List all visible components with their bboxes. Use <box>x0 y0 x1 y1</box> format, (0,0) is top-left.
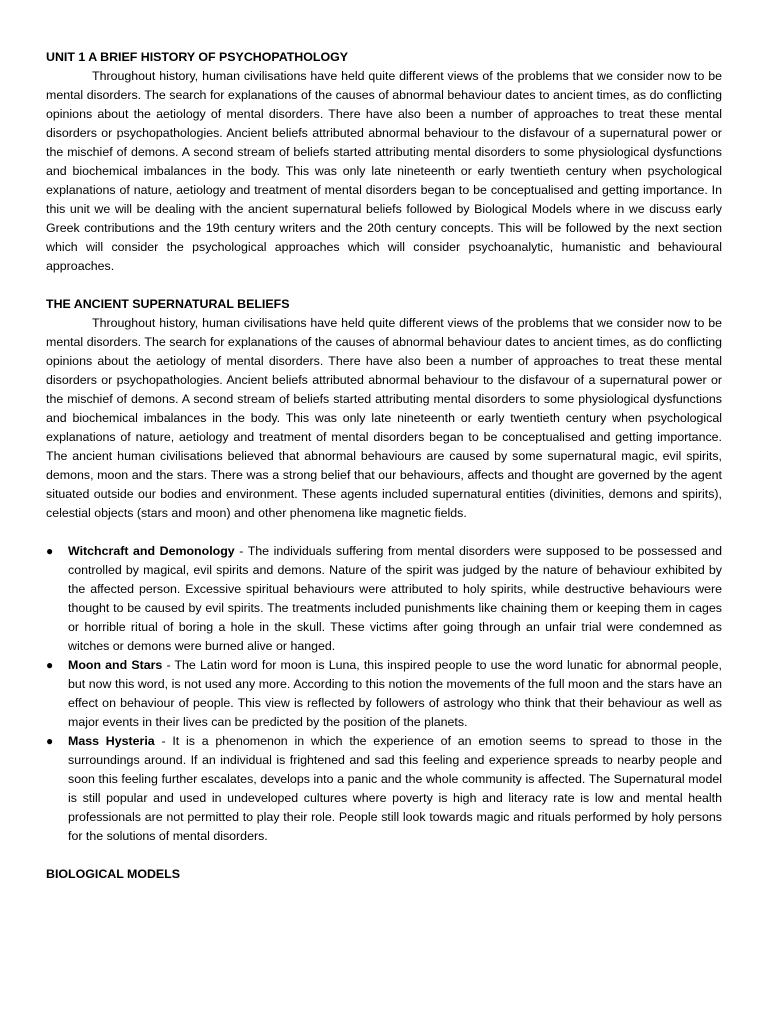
section-heading: THE ANCIENT SUPERNATURAL BELIEFS <box>46 297 290 311</box>
bullet-text: - The Latin word for moon is Luna, this inspired people to use the word lunatic for abnormal people, but now this word, is not used any more. According to this notion the movements of the full moon and the stars have an effect on behaviour of people. This view is reflected by followers of astrology who think that their behaviour as well as major events in their lives can be predicted by the position of the planets. <box>68 658 722 729</box>
spacer <box>46 846 722 865</box>
list-item <box>46 542 722 656</box>
section-paragraph: Throughout history, human civilisations have held quite different views of the problems that we consider now to be mental disorders. The search for explanations of the causes of abnormal behaviour dates to ancient times, as do conflicting opinions about the aetiology of mental disorders. There have also been a number of approaches to treat these mental disorders or psychopathologies. Ancient beliefs attributed abnormal behaviour to the disfavour of a supernatural power or the mischief of demons. A second stream of beliefs started attributing mental disorders to some physiological dysfunctions and biochemical imbalances in the body. This was only late nineteenth or early twentieth century when psychological explanations of nature, aetiology and treatment of mental disorders began to be conceptualised and getting importance. The ancient human civilisations believed that abnormal behaviours are caused by some supernatural magic, evil spirits, demons, moon and the stars. There was a strong belief that our behaviours, affects and thought are governed by the agent situated outside our bodies and environment. These agents included supernatural entities (divinities, demons and spirits), celestial objects (stars and moon) and other phenomena like magnetic fields. <box>46 316 722 520</box>
bullet-list <box>46 542 722 846</box>
list-item <box>46 656 722 732</box>
spacer <box>46 276 722 295</box>
bullet-term: Witchcraft and Demonology <box>68 544 235 558</box>
bullet-text: - The individuals suffering from mental disorders were supposed to be possessed and controlled by magical, evil spirits and demons. Nature of the spirit was judged by the nature of behaviour exhibited by the affected person. Excessive spiritual behaviours were attributed to holy spirits, while destructive behaviours were thought to be caused by evil spirits. The treatments included punishments like chaining them or keeping them in cages or horrible ritual of boring a hole in the skull. These victims after going through an unfair trial were condemned as witches or demons were burned alive or hanged. <box>68 544 722 653</box>
bullet-icon: ● <box>46 658 54 672</box>
bullet-icon: ● <box>46 544 54 558</box>
bullet-term: Moon and Stars <box>68 658 163 672</box>
bullet-icon: ● <box>46 734 54 748</box>
spacer <box>46 523 722 542</box>
bullet-term: Mass Hysteria <box>68 734 155 748</box>
bullet-text: - It is a phenomenon in which the experience of an emotion seems to spread to those in the surroundings around. If an individual is frightened and sad this feeling and experience spreads to nearby people and soon this feeling further escalates, develops into a panic and the whole community is affected. The Supernatural model is still popular and used in undeveloped cultures where poverty is high and literacy rate is low and mental health professionals are not permitted to play their role. People still look towards magic and rituals performed by holy persons for the solutions of mental disorders. <box>68 734 723 843</box>
list-item <box>46 732 722 846</box>
unit-heading: UNIT 1 A BRIEF HISTORY OF PSYCHOPATHOLOGY <box>46 50 348 64</box>
next-section-heading: BIOLOGICAL MODELS <box>46 867 181 881</box>
intro-paragraph: Throughout history, human civilisations have held quite different views of the problems that we consider now to be mental disorders. The search for explanations of the causes of abnormal behaviour dates to ancient times, as do conflicting opinions about the aetiology of mental disorders. There have also been a number of approaches to treat these mental disorders or psychopathologies. Ancient beliefs attributed abnormal behaviour to the disfavour of a supernatural power or the mischief of demons. A second stream of beliefs started attributing mental disorders to some physiological dysfunctions and biochemical imbalances in the body. This was only late nineteenth or early twentieth century when psychological explanations of nature, aetiology and treatment of mental disorders began to be conceptualised and getting importance. In this unit we will be dealing with the ancient supernatural beliefs followed by Biological Models where in we discuss early Greek contributions and the 19th century writers and the 20th century concepts. This will be followed by the next section which will consider the psychological approaches which will consider psychoanalytic, humanistic and behavioural approaches. <box>46 69 722 273</box>
